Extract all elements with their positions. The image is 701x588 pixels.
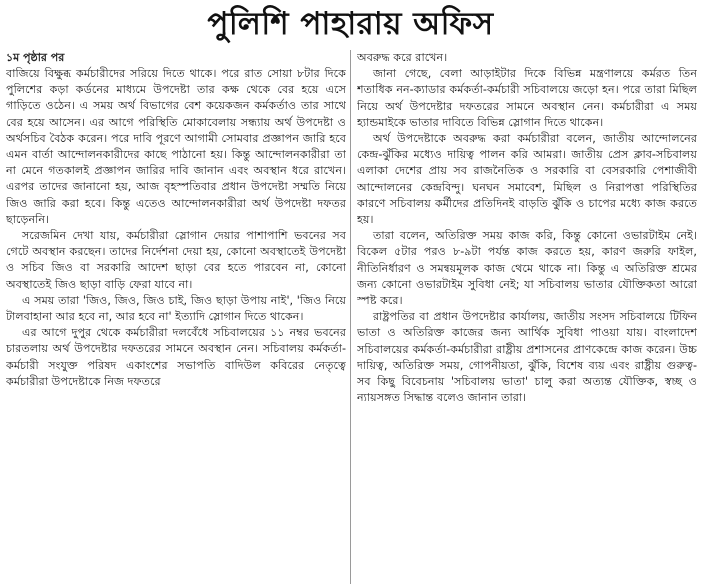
article-paragraph: বাজিয়ে বিক্ষুব্ধ কর্মচারীদের সরিয়ে দিতে থাকে। পরে রাত সোয়া ৮টার দিকে পুলিশের কড়া কর্ডনের মাধ্যমে উপদেষ্টা তার কক্ষ থেকে বের হয়ে এসে গাড়িতে ওঠেন। এ সময় অর্থ বিভাগের বেশ কয়েকজন কর্মকর্তাও তার সাথে বের হয়ে আসেন। এর আগে পরিস্থিতি মোকাবেলায় সন্ধ্যায় অর্থ উপদেষ্টা ও অর্থসচিব বৈঠক করেন। পরে দাবি পূরণে আগামী সোমবার প্রজ্ঞাপন জারি হবে এমন বার্তা আন্দোলনকারীদের কাছে পাঠানো হয়। কিন্তু আন্দোলনকারীরা তা না মেনে গতকালই প্রজ্ঞাপন জারির দাবি জানান এবং অবস্থান ধরে রাখেন। এরপর তাদের জানানো হয়, আজ বৃহস্পতিবার প্রধান উপদেষ্টা সম্মতি নিয়ে জিও জারি করা হবে। কিন্তু এতেও আন্দোলনকারীরা অর্থ উপদেষ্টা দফতর ছাড়েননি। [6,67,346,226]
article-paragraph: জানা গেছে, বেলা আড়াইটার দিকে বিভিন্ন মন্ত্রণালয়ে কর্মরত তিন শতাধিক নন-ক্যাডার কর্মকর্তা-কর্মচারী সচিবালয়ে জড়ো হন। পরে তারা মিছিল নিয়ে অর্থ উপদেষ্টার দফতরের সামনে অবস্থান নেন। কর্মচারীরা এ সময় হ্যান্ডমাইকে ভাতার দাবিতে বিভিন্ন স্লোগান দিতে থাকেন। [357,67,697,129]
column-divider [350,50,351,584]
article-column-right [357,50,697,584]
article-column-left [6,50,346,584]
article-headline: পুলিশি পাহারায় অফিস [207,6,494,42]
article-paragraph: অর্থ উপদেষ্টাকে অবরুদ্ধ করা কর্মচারীরা বলেন, জাতীয় আন্দোলনের কেন্দ্র-ঝুঁকির মধ্যেও দায়িত্ব পালন করি আমরা। জাতীয় প্রেস ক্লাব-সচিবালয় এলাকা দেশের প্রায় সব রাজনৈতিক ও সরকারি বা বেসরকারি পেশাজীবী আন্দোলনের কেন্দ্রবিন্দু। ঘনঘন সমাবেশ, মিছিল ও নিরাপত্তা পরিস্থিতির কারণে সচিবালয় কর্মীদের প্রতিদিনই বাড়তি ঝুঁকি ও চাপের মধ্যে কাজ করতে হয়। [357,132,697,227]
article-paragraph: এ সময় তারা 'জিও, জিও, জিও চাই, জিও ছাড়া উপায় নাই', 'জিও নিয়ে টালবাহানা আর হবে না, আর হবে না' ইত্যাদি স্লোগান দিতে থাকেন। [6,293,346,324]
continued-from-label: ১ম পৃষ্ঠার পর [6,51,65,64]
article-paragraph: রাষ্ট্রপতির বা প্রধান উপদেষ্টার কার্যালয়, জাতীয় সংসদ সচিবালয়ে টিফিন ভাতা ও অতিরিক্ত কাজের জন্য আর্থিক সুবিধা পাওয়া যায়। বাংলাদেশ সচিবালয়ের কর্মকর্তা-কর্মচারীরা রাষ্ট্রীয় প্রশাসনের প্রাণকেন্দ্রে কাজ করেন। উচ্চ দায়িত্ব, অতিরিক্ত সময়, গোপনীয়তা, ঝুঁকি, বিশেষ ব্যয় এবং রাষ্ট্রীয় গুরুত্ব- সব কিছু বিবেচনায় 'সচিবালয় ভাতা' চালু করা অত্যন্ত যৌক্তিক, স্বচ্ছ ও ন্যায়সঙ্গত সিদ্ধান্ত বলেও জানান তারা। [357,310,697,405]
article-paragraph: এর আগে দুপুর থেকে কর্মচারীরা দলবেঁধে সচিবালয়ের ১১ নম্বর ভবনের চারতলায় অর্থ উপদেষ্টার দফতরের সামনে অবস্থান নেন। সচিবালয় কর্মকর্তা-কর্মচারী সংযুক্ত পরিষদ একাংশের সভাপতি বাদিউল কবিরের নেতৃত্বে কর্মচারীরা উপদেষ্টাকে নিজ দফতরে [6,326,346,388]
article-paragraph: অবরুদ্ধ করে রাখেন। [357,51,448,64]
article-paragraph: তারা বলেন, অতিরিক্ত সময় কাজ করি, কিন্তু কোনো ওভারটাইম নেই। বিকেল ৫টার পরও ৮-৯টা পর্যন্ত কাজ করতে হয়, কারণ জরুরি ফাইল, নীতিনির্ধারণ ও সমন্বয়মূলক কাজ থেমে থাকে না। কিন্তু এ অতিরিক্ত শ্রমের জন্য কোনো ওভারটাইম সুবিধা নেই; যা সচিবালয় ভাতার যৌক্তিকতা আরো স্পষ্ট করে। [357,229,697,308]
article-paragraph: সরেজমিন দেখা যায়, কর্মচারীরা স্লোগান দেয়ার পাশাপাশি ভবনের সব গেটে অবস্থান করছেন। তাদের নির্দেশনা দেয়া হয়, কোনো অবস্থাতেই উপদেষ্টা ও সচিব জিও বা সরকারি আদেশ ছাড়া বের হতে পারবেন না, কোনো অবস্থাতেই জিও ছাড়া বাড়ি ফেরা যাবে না। [6,229,346,291]
